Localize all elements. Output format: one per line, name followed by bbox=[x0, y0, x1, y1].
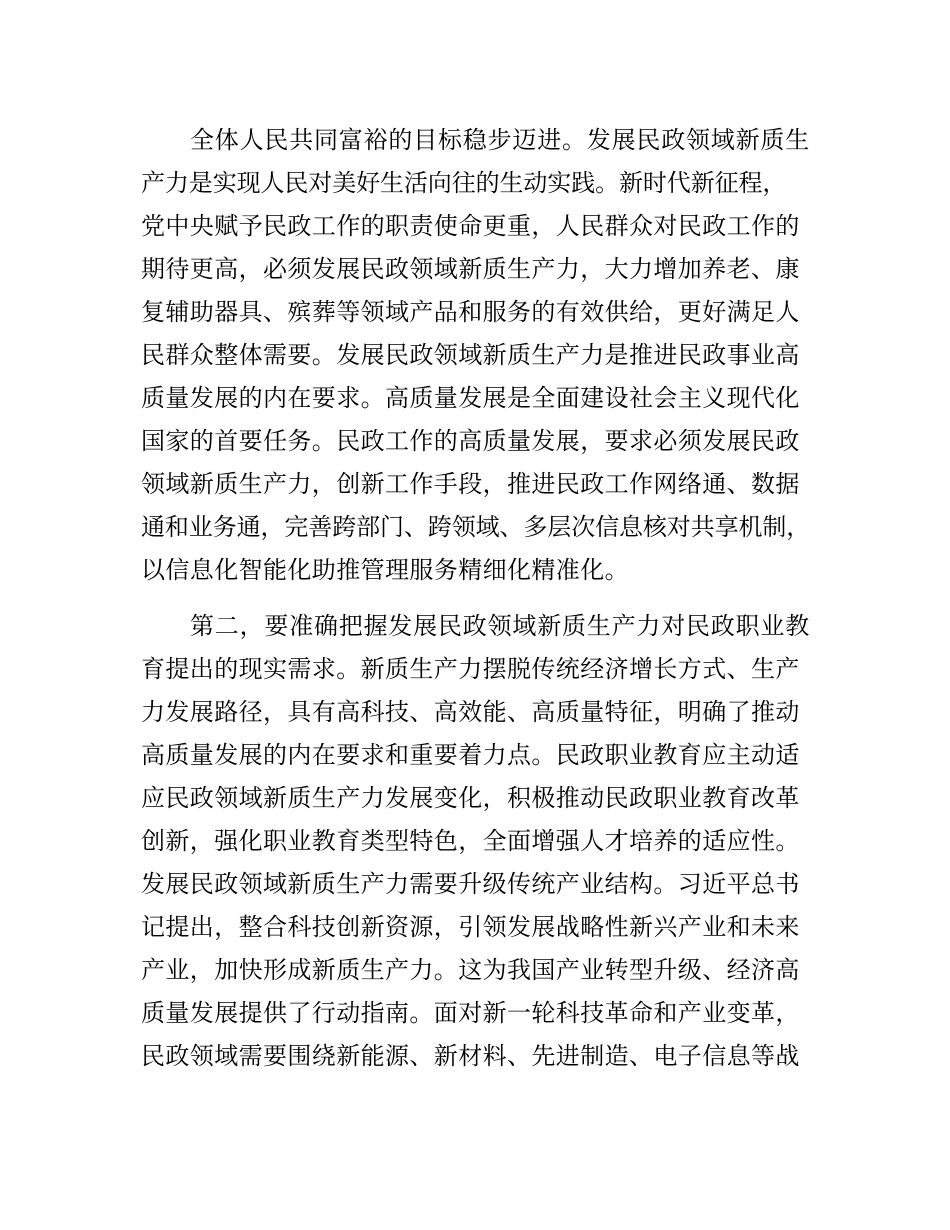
text-line-11: 以信息化智能化助推管理服务精细化精准化。 bbox=[141, 556, 629, 584]
text-line-18: 发展民政领域新质生产力需要升级传统产业结构。习近平总书 bbox=[141, 870, 800, 898]
text-line-22: 民政领域需要围绕新能源、新材料、先进制造、电子信息等战 bbox=[141, 1042, 800, 1070]
text-line-14: 力发展路径，具有高科技、高效能、高质量特征，明确了推动 bbox=[141, 698, 800, 726]
text-line-9: 领域新质生产力，创新工作手段，推进民政工作网络通、数据 bbox=[141, 470, 800, 498]
text-line-2: 产力是实现人民对美好生活向往的生动实践。新时代新征程， bbox=[141, 169, 787, 197]
text-line-3: 党中央赋予民政工作的职责使命更重，人民群众对民政工作的 bbox=[141, 212, 800, 240]
text-line-16: 应民政领域新质生产力发展变化，积极推动民政职业教育改革 bbox=[141, 784, 800, 812]
text-line-21: 质量发展提供了行动指南。面对新一轮科技革命和产业变革， bbox=[141, 999, 800, 1027]
text-line-4: 期待更高，必须发展民政领域新质生产力，大力增加养老、康 bbox=[141, 255, 800, 283]
text-line-10: 通和业务通，完善跨部门、跨领域、多层次信息核对共享机制， bbox=[141, 513, 811, 541]
text-line-6: 民群众整体需要。发展民政领域新质生产力是推进民政事业高 bbox=[141, 341, 800, 369]
text-line-13: 育提出的现实需求。新质生产力摆脱传统经济增长方式、生产 bbox=[141, 655, 800, 683]
text-line-19: 记提出，整合科技创新资源，引领发展战略性新兴产业和未来 bbox=[141, 913, 800, 941]
text-line-7: 质量发展的内在要求。高质量发展是全面建设社会主义现代化 bbox=[141, 384, 800, 412]
text-line-17: 创新，强化职业教育类型特色，全面增强人才培养的适应性。 bbox=[141, 827, 800, 855]
text-line-5: 复辅助器具、殡葬等领域产品和服务的有效供给，更好满足人 bbox=[141, 298, 800, 326]
text-line-15: 高质量发展的内在要求和重要着力点。民政职业教育应主动适 bbox=[141, 741, 800, 769]
text-line-20: 产业，加快形成新质生产力。这为我国产业转型升级、经济高 bbox=[141, 956, 800, 984]
text-line-12: 第二，要准确把握发展民政领域新质生产力对民政职业教 bbox=[190, 612, 810, 640]
text-line-1: 全体人民共同富裕的目标稳步迈进。发展民政领域新质生 bbox=[190, 126, 810, 154]
text-line-8: 国家的首要任务。民政工作的高质量发展，要求必须发展民政 bbox=[141, 427, 800, 455]
